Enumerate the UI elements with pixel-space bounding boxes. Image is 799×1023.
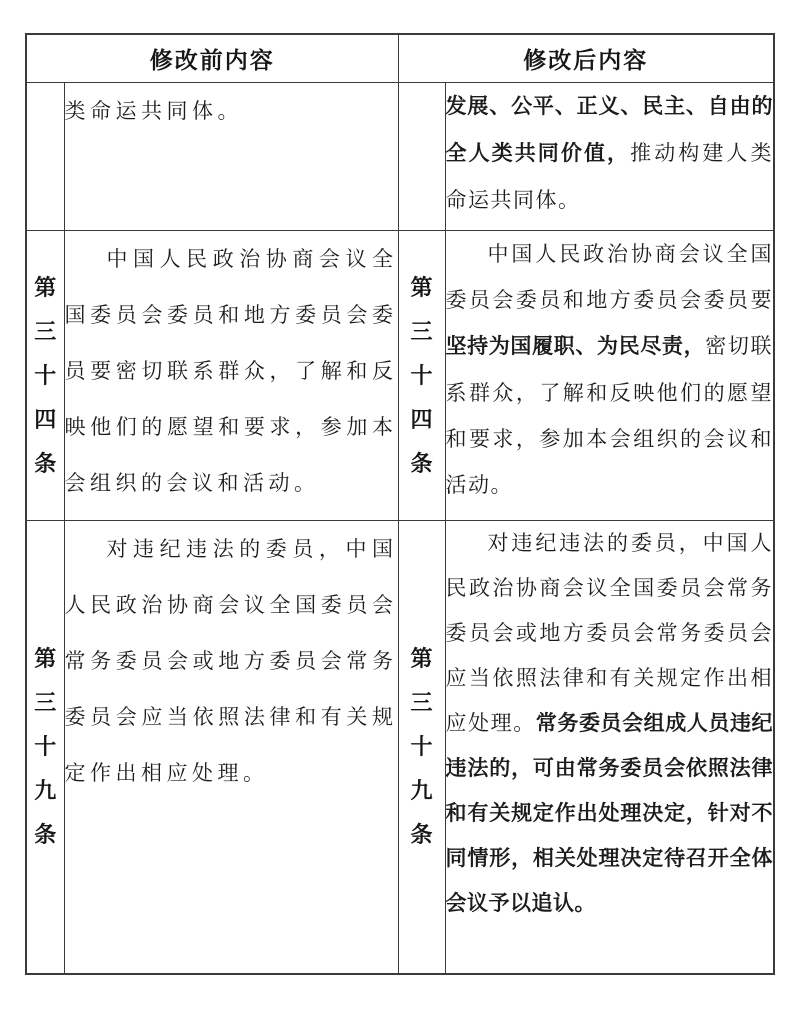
- article-number-cell: [26, 83, 64, 231]
- article-number-char: 四: [410, 406, 433, 432]
- article-number-vertical: [27, 637, 64, 857]
- article-number-char: 十: [410, 733, 433, 759]
- article-number-char: 十: [410, 362, 433, 388]
- article-number-vertical: [399, 637, 445, 857]
- after-content-cell: [445, 83, 774, 231]
- text-segment: 中国人民政治协商会议全国委员会委员和地方委员会委员要密切联系群众，了解和反映他们的愿望和要求，参加本会组织的会议和活动。: [64, 247, 398, 495]
- article-number-char: 条: [34, 450, 57, 476]
- after-content-cell: [445, 521, 774, 974]
- after-column-header: 修改后内容: [398, 34, 774, 83]
- table-row: [26, 83, 774, 231]
- after-paragraph: [446, 521, 774, 926]
- article-number-cell: [398, 83, 445, 231]
- header-row: [26, 34, 774, 83]
- before-paragraph: [65, 83, 398, 139]
- article-number-char: 第: [410, 274, 433, 300]
- text-segment: 中国人民政治协商会议全国委员会委员和地方委员会委员要: [445, 242, 773, 312]
- article-number-cell: [26, 521, 64, 974]
- article-number-char: 三: [410, 689, 433, 715]
- article-number-cell: [26, 231, 64, 521]
- revised-text-segment: 常务委员会组成人员违纪违法的，可由常务委员会依照法律和有关规定作出处理决定，针对不同情形，相关处理决定待召开全体会议予以追认。: [445, 712, 774, 915]
- table-row: [26, 521, 774, 974]
- article-number-char: 第: [410, 645, 433, 671]
- after-paragraph: [446, 231, 774, 508]
- text-segment: 推动构建人类命运共同体。: [445, 141, 774, 212]
- before-paragraph: [65, 231, 398, 511]
- article-number-char: 第: [34, 274, 57, 300]
- article-number-char: 条: [410, 821, 433, 847]
- article-number-cell: [398, 521, 445, 974]
- article-number-char: 条: [34, 821, 57, 847]
- revised-text-segment: 发展、公平、正义、民主、自由的全人类共同价值，: [445, 95, 773, 165]
- revised-text-segment: 坚持为国履职、为民尽责，: [445, 335, 706, 358]
- article-number-char: 四: [34, 406, 57, 432]
- text-segment: 对违纪违法的委员，中国人民政治协商会议全国委员会常务委员会或地方委员会常务委员会应当依照法律和有关规定作出相应处理。: [445, 531, 773, 735]
- after-content-cell: [445, 231, 774, 521]
- table-row: [26, 231, 774, 521]
- article-number-cell: [398, 231, 445, 521]
- text-segment: 类命运共同体。: [64, 99, 243, 123]
- article-number-char: 第: [34, 645, 57, 671]
- text-segment: 密切联系群众，了解和反映他们的愿望和要求，参加本会组织的会议和活动。: [445, 334, 774, 497]
- article-number-char: 十: [34, 362, 57, 388]
- before-column-header: 修改前内容: [26, 34, 398, 83]
- before-content-cell: [64, 83, 398, 231]
- comparison-table-body: [26, 83, 774, 974]
- before-paragraph: [65, 521, 398, 801]
- after-paragraph: [446, 83, 774, 223]
- before-content-cell: [64, 231, 398, 521]
- text-segment: 对违纪违法的委员，中国人民政治协商会议全国委员会常务委员会或地方委员会常务委员会应当依照法律和有关规定作出相应处理。: [64, 537, 398, 785]
- article-number-vertical: [27, 266, 64, 486]
- article-number-vertical: [399, 266, 445, 486]
- article-number-char: 九: [34, 777, 57, 803]
- article-number-char: 十: [34, 733, 57, 759]
- article-number-char: 三: [34, 318, 57, 344]
- before-content-cell: [64, 521, 398, 974]
- article-number-char: 三: [410, 318, 433, 344]
- article-number-char: 条: [410, 450, 433, 476]
- article-number-char: 九: [410, 777, 433, 803]
- revision-comparison-table: [25, 33, 775, 975]
- article-number-char: 三: [34, 689, 57, 715]
